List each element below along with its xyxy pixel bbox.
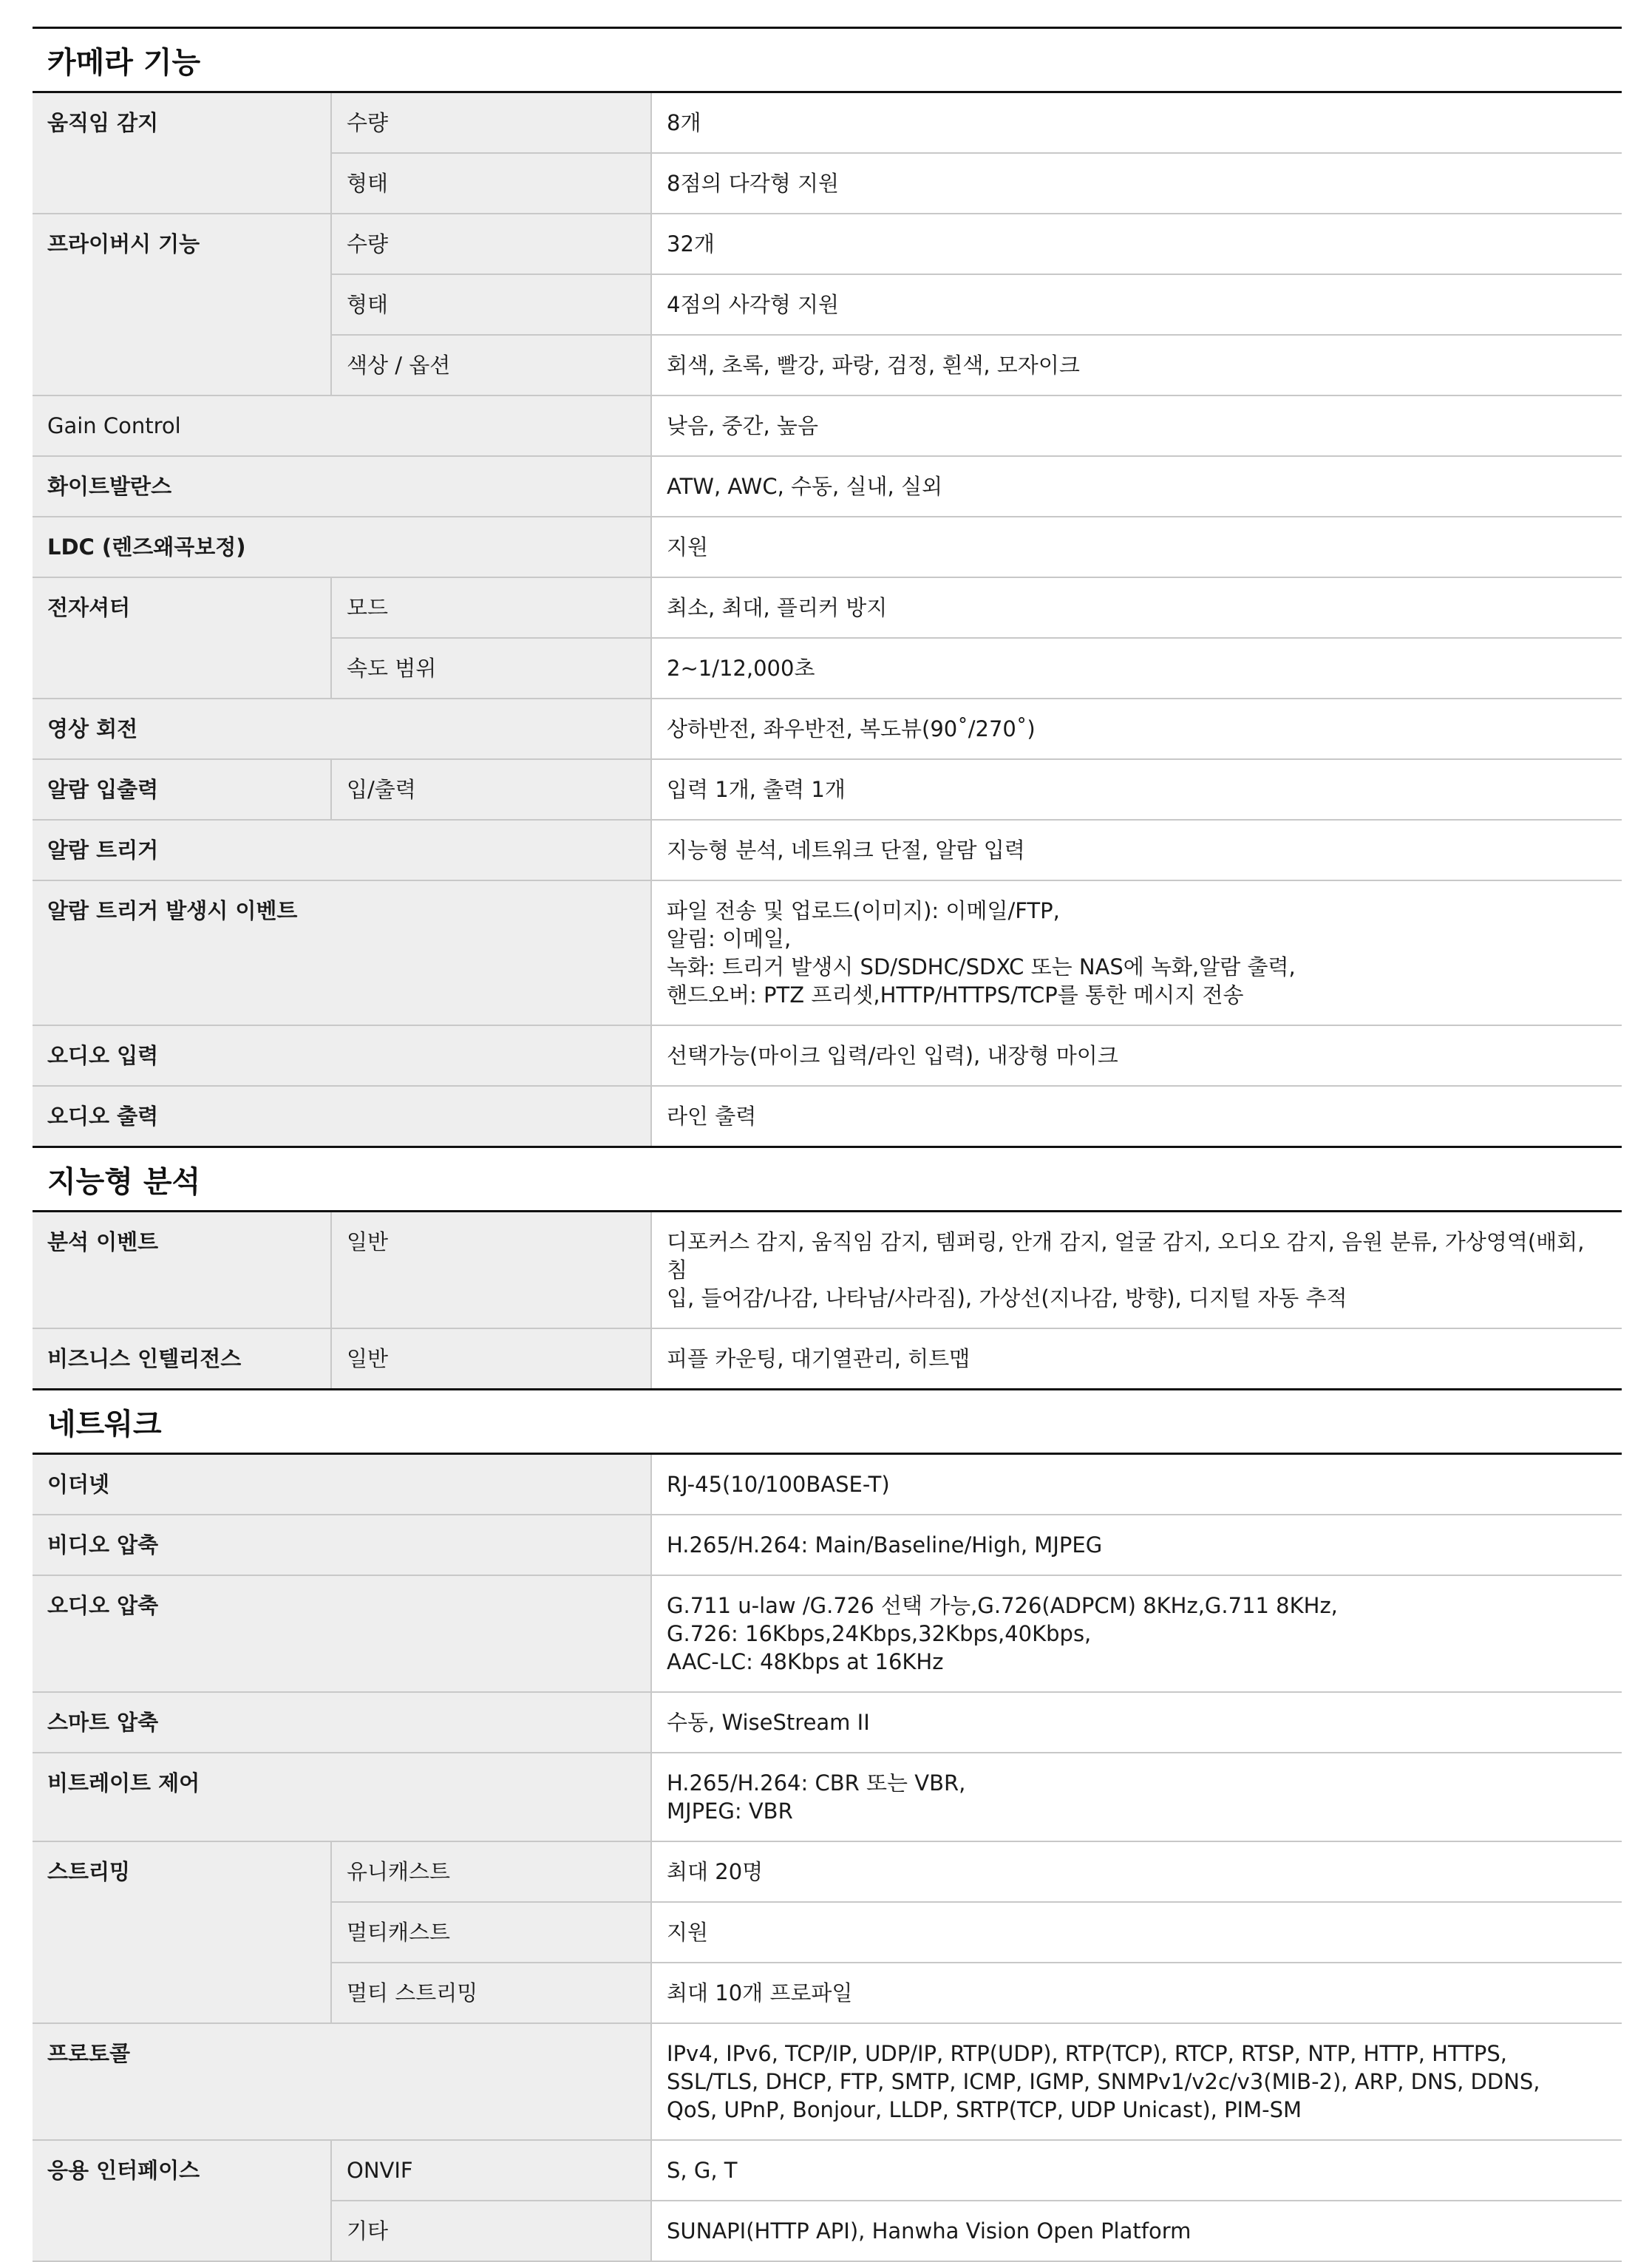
spec-label: 전자셔터 bbox=[33, 578, 332, 698]
spec-values bbox=[332, 2141, 1622, 2261]
spec-row bbox=[332, 637, 1622, 698]
spec-row bbox=[332, 578, 1622, 637]
spec-value bbox=[652, 93, 1622, 152]
spec-row-group bbox=[33, 214, 1622, 396]
spec-row bbox=[332, 1962, 1622, 2022]
spec-value bbox=[652, 1026, 1622, 1085]
spec-row bbox=[332, 1329, 1622, 1388]
spec-label: 비디오 압축 bbox=[33, 1515, 652, 1575]
spec-sublabel: 수량 bbox=[332, 93, 652, 152]
section-title: 지능형 분석 bbox=[47, 1164, 201, 1199]
spec-value-line: 파일 전송 및 업로드(이미지): 이메일/FTP, bbox=[667, 898, 1060, 923]
spec-values bbox=[332, 93, 1622, 213]
spec-values bbox=[652, 1087, 1622, 1146]
spec-value bbox=[652, 1693, 1622, 1752]
spec-values bbox=[652, 1455, 1622, 1514]
spec-sheet bbox=[33, 27, 1622, 2262]
spec-sublabel: 모드 bbox=[332, 578, 652, 637]
spec-value bbox=[652, 1455, 1622, 1514]
spec-values bbox=[652, 1515, 1622, 1575]
spec-value-line: 최대 10개 프로파일 bbox=[667, 1980, 853, 2005]
spec-row bbox=[332, 1212, 1622, 1328]
spec-values bbox=[652, 517, 1622, 577]
spec-value bbox=[652, 1576, 1622, 1691]
spec-value bbox=[652, 760, 1622, 819]
spec-label: Gain Control bbox=[33, 396, 652, 455]
spec-row bbox=[332, 760, 1622, 819]
spec-value bbox=[652, 1903, 1622, 1962]
spec-label: 알람 트리거 발생시 이벤트 bbox=[33, 881, 652, 1025]
spec-sublabel: 기타 bbox=[332, 2201, 652, 2261]
spec-row bbox=[332, 93, 1622, 152]
spec-row bbox=[652, 881, 1622, 1025]
spec-label: 분석 이벤트 bbox=[33, 1212, 332, 1328]
spec-value-line: 2~1/12,000초 bbox=[667, 656, 815, 681]
spec-value-line: QoS, UPnP, Bonjour, LLDP, SRTP(TCP, UDP Unicast), PIM-SM bbox=[667, 2097, 1302, 2122]
spec-row bbox=[652, 1576, 1622, 1691]
spec-value-line: 4점의 사각형 지원 bbox=[667, 292, 839, 317]
spec-values bbox=[652, 1753, 1622, 1841]
spec-value-line: 32개 bbox=[667, 231, 715, 257]
spec-sublabel: 색상 / 옵션 bbox=[332, 336, 652, 395]
spec-value-line: G.711 u-law /G.726 선택 가능,G.726(ADPCM) 8KHz,G.711 8KHz, bbox=[667, 1593, 1338, 1618]
spec-label: 화이트발란스 bbox=[33, 457, 652, 516]
spec-value bbox=[652, 457, 1622, 516]
spec-sublabel: 일반 bbox=[332, 1212, 652, 1328]
spec-label: 영상 회전 bbox=[33, 699, 652, 758]
spec-sublabel: 유니캐스트 bbox=[332, 1842, 652, 1901]
spec-value-line: 입, 들어감/나감, 나타남/사라짐), 가상선(지나감, 방향), 디지털 자동 추적 bbox=[667, 1285, 1347, 1311]
spec-value bbox=[652, 1087, 1622, 1146]
spec-values bbox=[332, 1842, 1622, 2022]
spec-row-group bbox=[33, 1455, 1622, 1515]
spec-row bbox=[652, 1087, 1622, 1146]
spec-sublabel: 멀티캐스트 bbox=[332, 1903, 652, 1962]
spec-label: 스트리밍 bbox=[33, 1842, 332, 2022]
spec-sublabel: 수량 bbox=[332, 214, 652, 274]
spec-row-group bbox=[33, 1026, 1622, 1087]
spec-row-group bbox=[33, 457, 1622, 517]
section-heading bbox=[33, 1146, 1622, 1212]
spec-label: 스마트 압축 bbox=[33, 1693, 652, 1752]
spec-values bbox=[332, 1329, 1622, 1388]
spec-section bbox=[33, 1146, 1622, 1388]
spec-value bbox=[652, 1753, 1622, 1841]
spec-label: 오디오 압축 bbox=[33, 1576, 652, 1691]
spec-sublabel: 멀티 스트리밍 bbox=[332, 1963, 652, 2022]
spec-row bbox=[652, 699, 1622, 758]
spec-row-group bbox=[33, 1753, 1622, 1842]
spec-sublabel: ONVIF bbox=[332, 2141, 652, 2200]
spec-label: 알람 입출력 bbox=[33, 760, 332, 819]
spec-sublabel: 일반 bbox=[332, 1329, 652, 1388]
spec-values bbox=[652, 1026, 1622, 1085]
spec-row-group bbox=[33, 2141, 1622, 2262]
spec-value bbox=[652, 396, 1622, 455]
spec-row bbox=[332, 2141, 1622, 2200]
spec-value-line: 입력 1개, 출력 1개 bbox=[667, 777, 846, 802]
spec-section bbox=[33, 27, 1622, 1146]
spec-values bbox=[332, 578, 1622, 698]
spec-row-group bbox=[33, 2024, 1622, 2141]
spec-label: 비트레이트 제어 bbox=[33, 1753, 652, 1841]
spec-row bbox=[652, 2024, 1622, 2139]
spec-row bbox=[332, 214, 1622, 274]
spec-row bbox=[332, 274, 1622, 334]
spec-value-line: 수동, WiseStream II bbox=[667, 1710, 870, 1735]
spec-row bbox=[332, 152, 1622, 213]
spec-value-line: RJ-45(10/100BASE-T) bbox=[667, 1472, 890, 1497]
spec-sublabel: 형태 bbox=[332, 275, 652, 334]
spec-value-line: 알림: 이메일, bbox=[667, 926, 792, 951]
spec-value-line: S, G, T bbox=[667, 2158, 738, 2183]
spec-row-group bbox=[33, 1576, 1622, 1693]
spec-row-group bbox=[33, 1515, 1622, 1576]
spec-row-group bbox=[33, 1212, 1622, 1329]
spec-row bbox=[652, 457, 1622, 516]
spec-value bbox=[652, 699, 1622, 758]
spec-row bbox=[652, 1026, 1622, 1085]
spec-row-group bbox=[33, 396, 1622, 457]
spec-value bbox=[652, 578, 1622, 637]
spec-row-group bbox=[33, 699, 1622, 760]
spec-label: 프라이버시 기능 bbox=[33, 214, 332, 395]
spec-label: 프로토콜 bbox=[33, 2024, 652, 2139]
spec-value-line: SUNAPI(HTTP API), Hanwha Vision Open Platform bbox=[667, 2218, 1192, 2244]
spec-row-group bbox=[33, 881, 1622, 1026]
spec-value bbox=[652, 1842, 1622, 1901]
spec-label: 움직임 감지 bbox=[33, 93, 332, 213]
spec-value-line: ATW, AWC, 수동, 실내, 실외 bbox=[667, 474, 942, 499]
section-title: 카메라 기능 bbox=[47, 45, 201, 80]
spec-value-line: 라인 출력 bbox=[667, 1104, 757, 1129]
spec-row bbox=[652, 1455, 1622, 1514]
spec-row-group bbox=[33, 1087, 1622, 1146]
spec-values bbox=[652, 1693, 1622, 1752]
spec-value-line: 8개 bbox=[667, 110, 701, 135]
spec-values bbox=[332, 214, 1622, 395]
spec-value-line: G.726: 16Kbps,24Kbps,32Kbps,40Kbps, bbox=[667, 1621, 1092, 1646]
spec-value bbox=[652, 517, 1622, 577]
spec-row-group bbox=[33, 1842, 1622, 2024]
spec-values bbox=[652, 1576, 1622, 1691]
spec-row bbox=[652, 396, 1622, 455]
spec-value bbox=[652, 214, 1622, 274]
spec-sublabel: 속도 범위 bbox=[332, 639, 652, 698]
spec-sublabel: 형태 bbox=[332, 154, 652, 213]
spec-value-line: IPv4, IPv6, TCP/IP, UDP/IP, RTP(UDP), RTP(TCP), RTCP, RTSP, NTP, HTTP, HTTPS, bbox=[667, 2041, 1508, 2066]
spec-section bbox=[33, 1388, 1622, 2262]
spec-values bbox=[652, 881, 1622, 1025]
section-heading bbox=[33, 1388, 1622, 1455]
spec-row-group bbox=[33, 1693, 1622, 1753]
spec-label: 응용 인터페이스 bbox=[33, 2141, 332, 2261]
spec-value bbox=[652, 639, 1622, 698]
spec-label: 오디오 입력 bbox=[33, 1026, 652, 1085]
spec-value bbox=[652, 2141, 1622, 2200]
spec-values bbox=[652, 699, 1622, 758]
spec-value bbox=[652, 1329, 1622, 1388]
spec-value-line: 지능형 분석, 네트워크 단절, 알람 입력 bbox=[667, 838, 1025, 863]
spec-value-line: 낮음, 중간, 높음 bbox=[667, 413, 818, 438]
spec-value bbox=[652, 1515, 1622, 1575]
spec-value bbox=[652, 336, 1622, 395]
spec-row-group bbox=[33, 821, 1622, 881]
spec-label: LDC (렌즈왜곡보정) bbox=[33, 517, 652, 577]
spec-row bbox=[332, 334, 1622, 395]
section-title: 네트워크 bbox=[47, 1407, 162, 1441]
spec-label: 오디오 출력 bbox=[33, 1087, 652, 1146]
spec-row bbox=[332, 2200, 1622, 2261]
spec-values bbox=[332, 760, 1622, 819]
spec-row bbox=[332, 1842, 1622, 1901]
spec-value-line: 녹화: 트리거 발생시 SD/SDHC/SDXC 또는 NAS에 녹화,알람 출력, bbox=[667, 954, 1296, 979]
spec-values bbox=[652, 2024, 1622, 2139]
spec-value-line: 피플 카운팅, 대기열관리, 히트맵 bbox=[667, 1346, 971, 1371]
spec-value-line: 상하반전, 좌우반전, 복도뷰(90˚/270˚) bbox=[667, 716, 1036, 741]
spec-values bbox=[652, 821, 1622, 880]
spec-row-group bbox=[33, 760, 1622, 821]
spec-row bbox=[652, 1753, 1622, 1841]
spec-row bbox=[332, 1901, 1622, 1962]
spec-value bbox=[652, 881, 1622, 1025]
spec-row bbox=[652, 1515, 1622, 1575]
spec-value-line: MJPEG: VBR bbox=[667, 1799, 793, 1824]
spec-value-line: 디포커스 감지, 움직임 감지, 템퍼링, 안개 감지, 얼굴 감지, 오디오 감지, 음원 분류, 가상영역(배회, 침 bbox=[667, 1229, 1585, 1283]
spec-value-line: SSL/TLS, DHCP, FTP, SMTP, ICMP, IGMP, SNMPv1/v2c/v3(MIB-2), ARP, DNS, DDNS, bbox=[667, 2069, 1540, 2094]
spec-row bbox=[652, 517, 1622, 577]
spec-value-line: 회색, 초록, 빨강, 파랑, 검정, 흰색, 모자이크 bbox=[667, 353, 1080, 378]
spec-value-line: H.265/H.264: CBR 또는 VBR, bbox=[667, 1770, 966, 1796]
spec-value bbox=[652, 154, 1622, 213]
spec-label: 비즈니스 인텔리전스 bbox=[33, 1329, 332, 1388]
spec-value bbox=[652, 275, 1622, 334]
spec-value-line: 최소, 최대, 플리커 방지 bbox=[667, 595, 888, 620]
spec-row bbox=[652, 821, 1622, 880]
spec-label: 이더넷 bbox=[33, 1455, 652, 1514]
spec-value bbox=[652, 1212, 1622, 1328]
spec-row-group bbox=[33, 578, 1622, 699]
spec-row-group bbox=[33, 517, 1622, 578]
spec-row bbox=[652, 1693, 1622, 1752]
spec-value bbox=[652, 1963, 1622, 2022]
spec-values bbox=[332, 1212, 1622, 1328]
spec-row-group bbox=[33, 93, 1622, 214]
spec-value bbox=[652, 821, 1622, 880]
spec-value-line: 최대 20명 bbox=[667, 1859, 764, 1884]
spec-row-group bbox=[33, 1329, 1622, 1388]
spec-value-line: 지원 bbox=[667, 1920, 709, 1945]
spec-values bbox=[652, 457, 1622, 516]
spec-value-line: 지원 bbox=[667, 534, 709, 560]
spec-value-line: 핸드오버: PTZ 프리셋,HTTP/HTTPS/TCP를 통한 메시지 전송 bbox=[667, 982, 1244, 1008]
spec-value-line: 8점의 다각형 지원 bbox=[667, 171, 839, 196]
spec-values bbox=[652, 396, 1622, 455]
spec-value bbox=[652, 2024, 1622, 2139]
spec-label: 알람 트리거 bbox=[33, 821, 652, 880]
spec-value-line: H.265/H.264: Main/Baseline/High, MJPEG bbox=[667, 1532, 1103, 1558]
spec-sublabel: 입/출력 bbox=[332, 760, 652, 819]
section-heading bbox=[33, 27, 1622, 93]
spec-value bbox=[652, 2201, 1622, 2261]
spec-value-line: 선택가능(마이크 입력/라인 입력), 내장형 마이크 bbox=[667, 1043, 1118, 1068]
spec-value-line: AAC-LC: 48Kbps at 16KHz bbox=[667, 1649, 944, 1674]
